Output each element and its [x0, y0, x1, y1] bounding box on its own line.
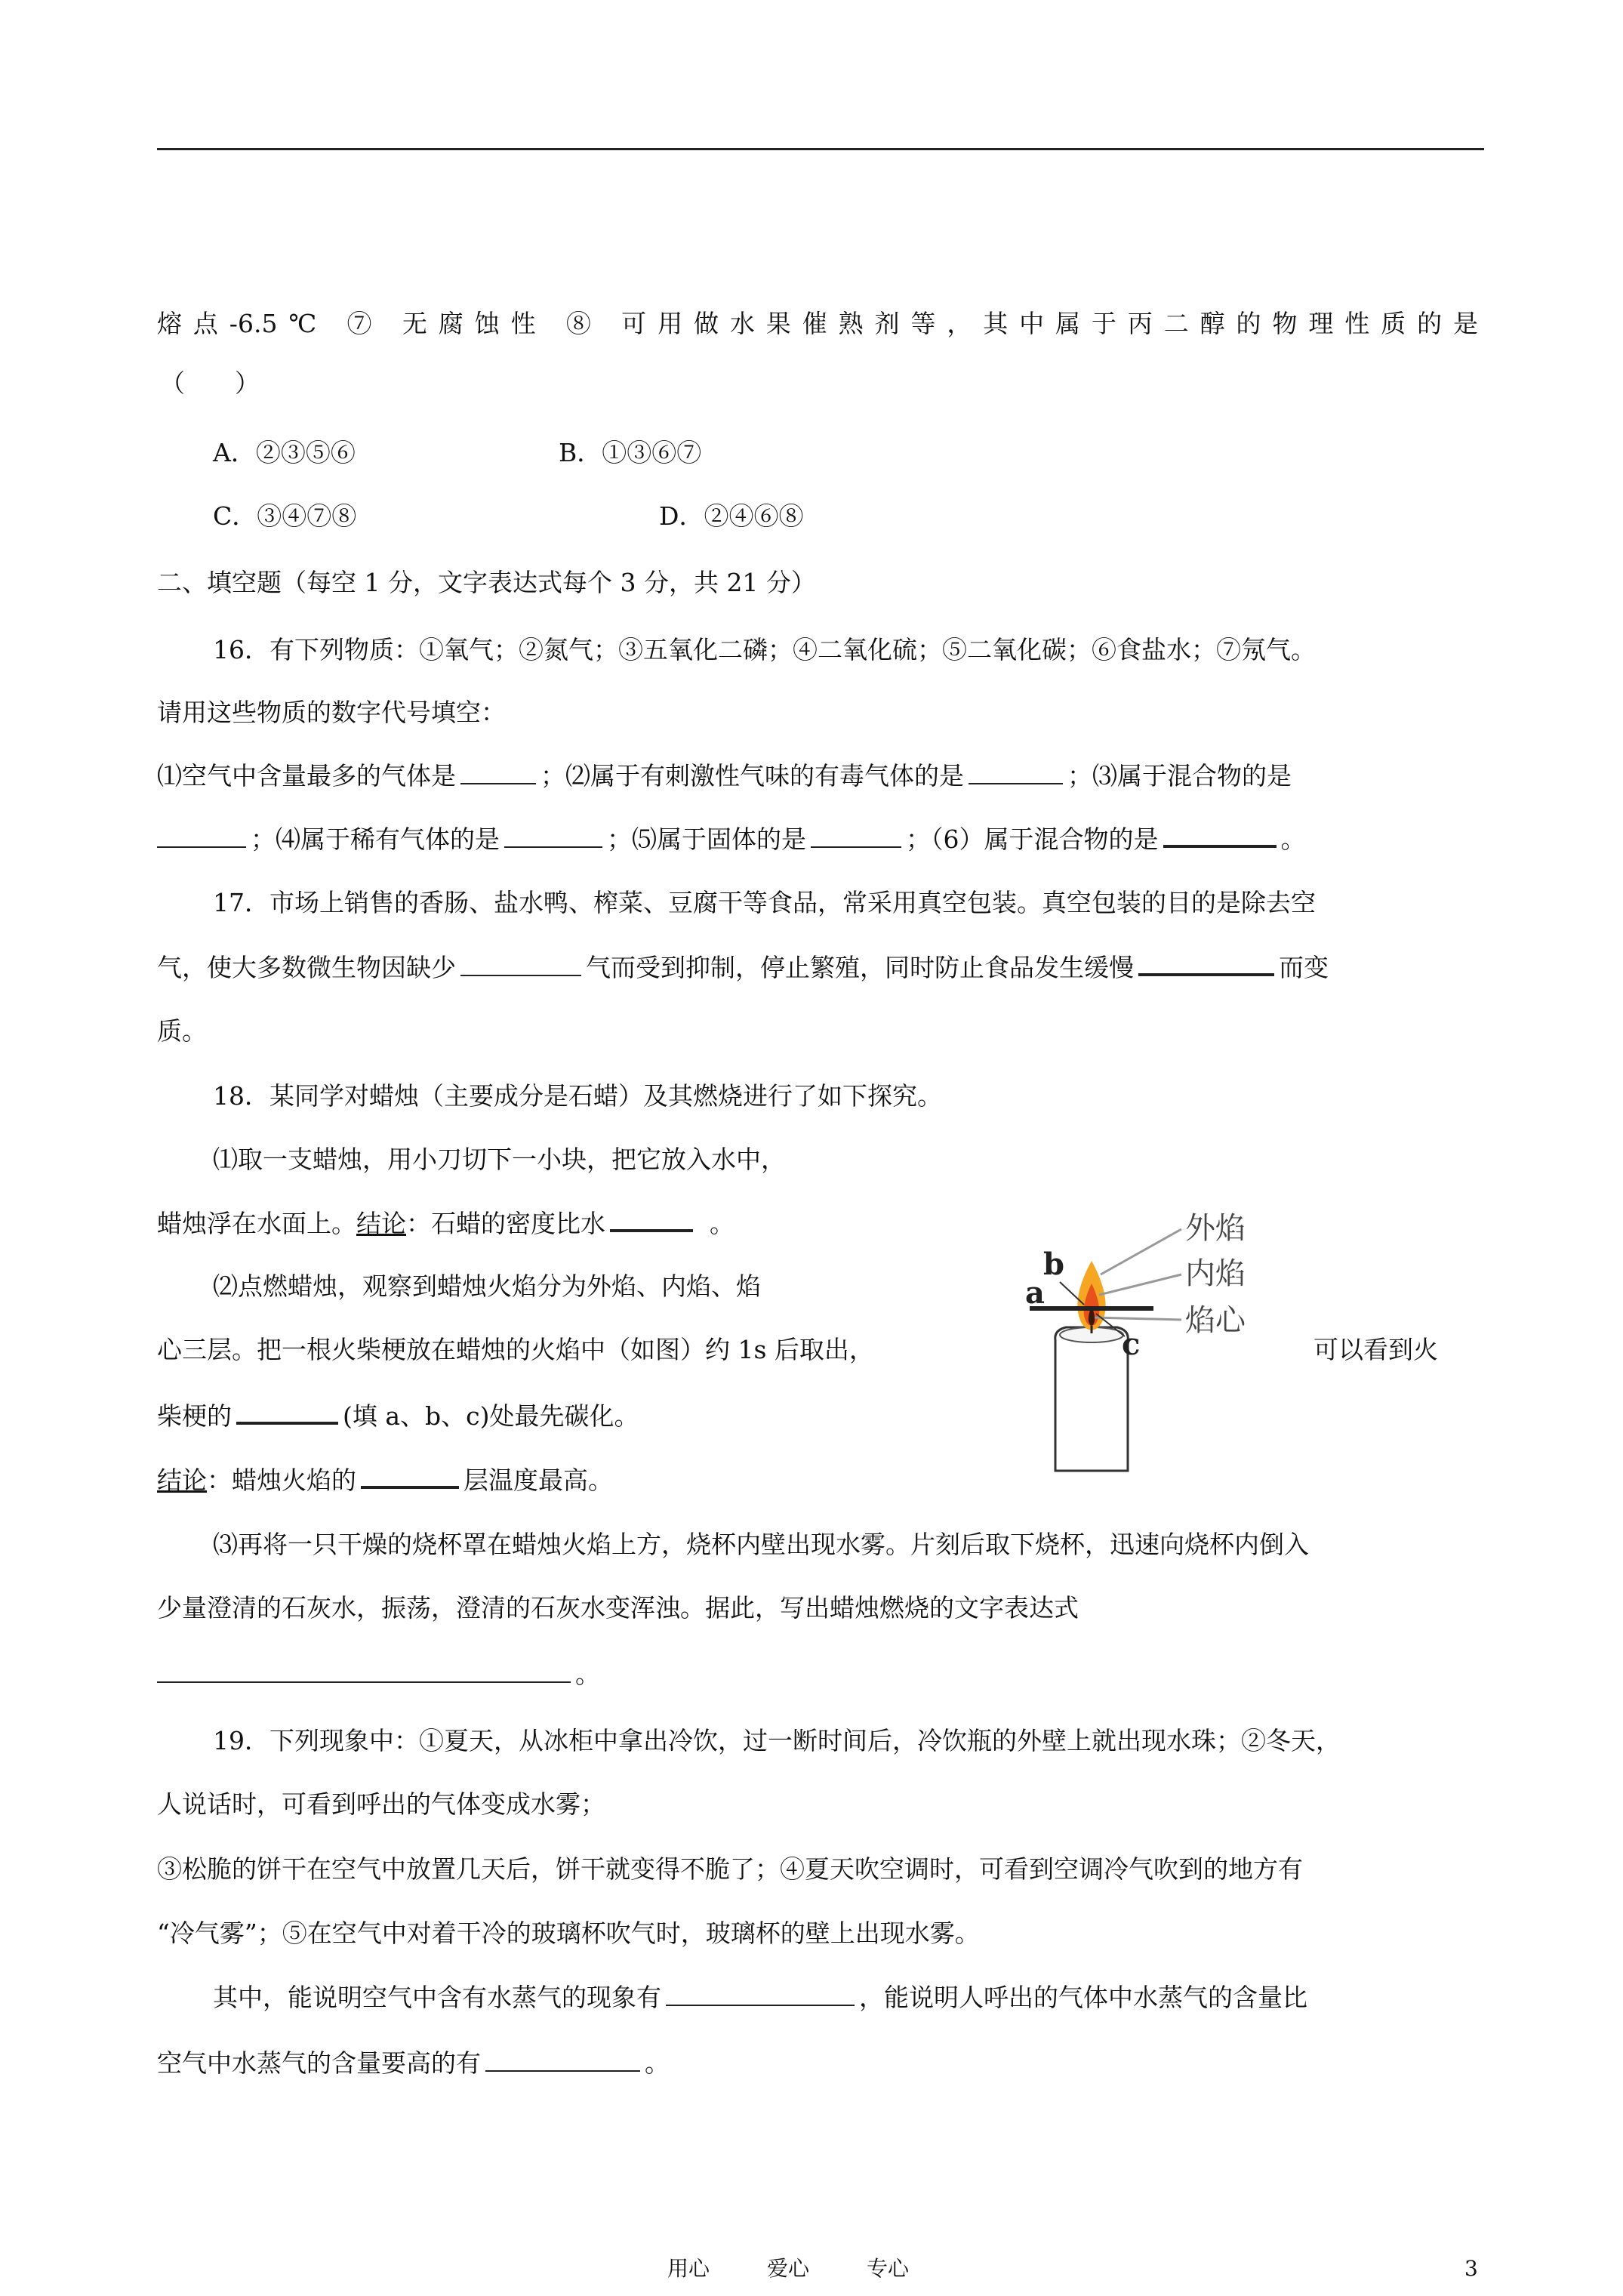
q18-line-9: 少量澄清的石灰水，振荡，澄清的石灰水变浑浊。据此，写出蜡烛燃烧的文字表达式	[157, 1593, 1079, 1623]
q16-text: ；⑵属于有刺激性气味的有毒气体的是	[540, 761, 964, 791]
answer-blank[interactable]	[236, 1399, 338, 1425]
point-a: a	[1025, 1275, 1045, 1311]
candle-body	[1055, 1327, 1128, 1471]
q17-text: 气而受到抑制，停止繁殖，同时防止食品发生缓慢	[586, 953, 1134, 982]
q16-line-1: 16．有下列物质：①氧气；②氮气；③五氧化二磷；④二氧化硫；⑤二氧化碳；⑥食盐水；⑦氖气。	[213, 635, 1316, 664]
q16-line-4	[157, 821, 1306, 858]
q19-line-6	[157, 2045, 670, 2082]
answer-blank[interactable]	[504, 824, 602, 848]
page-number: 3	[1464, 2256, 1478, 2281]
answer-blank[interactable]	[361, 1463, 459, 1489]
q18-line-8: ⑶再将一只干燥的烧杯罩在蜡烛火焰上方，烧杯内壁出现水雾。片刻后取下烧杯，迅速向烧杯内倒入	[213, 1530, 1309, 1559]
answer-blank[interactable]	[157, 824, 246, 848]
answer-blank[interactable]	[1138, 951, 1274, 976]
q18-text: 蜡烛浮在水面上。	[157, 1209, 356, 1238]
match-stick	[1030, 1306, 1153, 1311]
q16-text: ；⑷属于稀有气体的是	[251, 824, 500, 854]
footer-right: 专心	[867, 2256, 910, 2281]
answer-blank[interactable]	[460, 760, 536, 784]
label-inner-flame: 内焰	[1185, 1256, 1246, 1291]
pointer-inner	[1099, 1274, 1181, 1295]
q16-line-3	[157, 758, 1292, 794]
q19-line-3: ③松脆的饼干在空气中放置几天后，饼干就变得不脆了；④夏天吹空调时，可看到空调冷气吹到的地方有	[157, 1854, 1303, 1884]
q16-text: ；⑶属于混合物的是	[1067, 761, 1292, 791]
pointer-core	[1095, 1318, 1181, 1320]
answer-blank[interactable]	[485, 2048, 640, 2072]
q17-text: 气，使大多数微生物因缺少	[157, 953, 456, 982]
q18-text: ：蜡烛火焰的	[207, 1465, 356, 1495]
q19-line-1: 19．下列现象中：①夏天，从冰柜中拿出冷饮，过一断时间后，冷饮瓶的外壁上就出现水珠；②冬天，	[213, 1726, 1341, 1755]
conclusion-label: 结论	[157, 1465, 207, 1495]
q19-text: 其中，能说明空气中含有水蒸气的现象有	[213, 1983, 661, 2012]
q15-option-a: A．②③⑤⑥	[213, 438, 356, 467]
q19-text: 。	[645, 2048, 670, 2078]
q15-answer-bracket: （ ）	[160, 368, 260, 398]
q18-line-3	[157, 1206, 735, 1242]
q18-text: (填 a、b、c)处最先碳化。	[343, 1401, 639, 1431]
q18-text: ：石蜡的密度比水	[406, 1209, 605, 1238]
answer-blank[interactable]	[969, 760, 1063, 784]
conclusion-label: 结论	[356, 1209, 406, 1238]
q18-line-2: ⑴取一支蜡烛，用小刀切下一小块，把它放入水中，	[213, 1145, 786, 1174]
q19-text: 空气中水蒸气的含量要高的有	[157, 2048, 481, 2078]
q18-line-4: ⑵点燃蜡烛，观察到蜡烛火焰分为外焰、内焰、焰	[213, 1271, 761, 1301]
q18-text: 。	[575, 1660, 600, 1689]
q18-text: 层温度最高。	[463, 1465, 613, 1495]
q16-text: 。	[1280, 824, 1306, 854]
point-c: c	[1122, 1327, 1141, 1362]
q15-option-d: D．②④⑥⑧	[659, 501, 804, 531]
header-rule	[157, 148, 1484, 150]
point-b: b	[1043, 1247, 1064, 1282]
q15-option-b: B．①③⑥⑦	[559, 438, 702, 467]
answer-blank[interactable]	[610, 1207, 693, 1232]
q18-line-5b: 可以看到火	[1313, 1335, 1438, 1364]
footer-middle: 爱心	[767, 2256, 810, 2281]
q19-line-5	[213, 1980, 1307, 2016]
answer-blank[interactable]	[666, 1982, 855, 2006]
footer-left: 用心	[667, 2256, 710, 2281]
label-outer-flame: 外焰	[1185, 1211, 1246, 1246]
pointer-outer	[1101, 1229, 1181, 1274]
q16-line-2: 请用这些物质的数字代号填空：	[157, 698, 506, 727]
q16-text: ；⑸属于固体的是	[607, 824, 806, 854]
q15-option-c: C．③④⑦⑧	[213, 501, 357, 531]
q18-line-7	[157, 1462, 613, 1499]
q18-line-5a: 心三层。把一根火柴梗放在蜡烛的火焰中（如图）约 1s 后取出，	[157, 1335, 874, 1364]
q18-line-6	[157, 1398, 639, 1435]
answer-blank[interactable]	[1163, 822, 1277, 848]
q18-line-1: 18．某同学对蜡烛（主要成分是石蜡）及其燃烧进行了如下探究。	[213, 1081, 942, 1111]
q19-line-2: 人说话时，可看到呼出的气体变成水雾；	[157, 1789, 605, 1819]
q17-text: 而变	[1279, 953, 1329, 982]
q16-text: ⑴空气中含量最多的气体是	[157, 761, 456, 791]
q17-line-1: 17．市场上销售的香肠、盐水鸭、榨菜、豆腐干等食品，常采用真空包装。真空包装的目的是除去空	[213, 888, 1316, 917]
answer-blank[interactable]	[811, 824, 901, 848]
q19-text: ，能说明人呼出的气体中水蒸气的含量比	[859, 1983, 1307, 2012]
q19-line-4: “冷气雾”；⑤在空气中对着干冷的玻璃杯吹气时，玻璃杯的壁上出现水雾。	[157, 1918, 980, 1948]
q17-line-3: 质。	[157, 1016, 207, 1046]
candle-flame-figure	[1012, 1185, 1298, 1487]
q15-continuation-line: 熔点-6.5℃ ⑦ 无腐蚀性 ⑧ 可用做水果催熟剂等，其中属于丙二醇的物理性质的是	[157, 309, 1478, 338]
q16-text: ；（6）属于混合物的是	[906, 824, 1159, 854]
section-heading: 二、填空题（每空 1 分，文字表达式每个 3 分，共 21 分）	[157, 568, 816, 597]
q18-line-10	[157, 1657, 600, 1693]
q17-line-2	[157, 950, 1329, 986]
q18-text: 。	[710, 1209, 735, 1238]
label-flame-core: 焰心	[1185, 1303, 1246, 1338]
q18-text: 柴梗的	[157, 1401, 232, 1431]
answer-blank[interactable]	[157, 1659, 571, 1683]
answer-blank[interactable]	[460, 952, 581, 976]
